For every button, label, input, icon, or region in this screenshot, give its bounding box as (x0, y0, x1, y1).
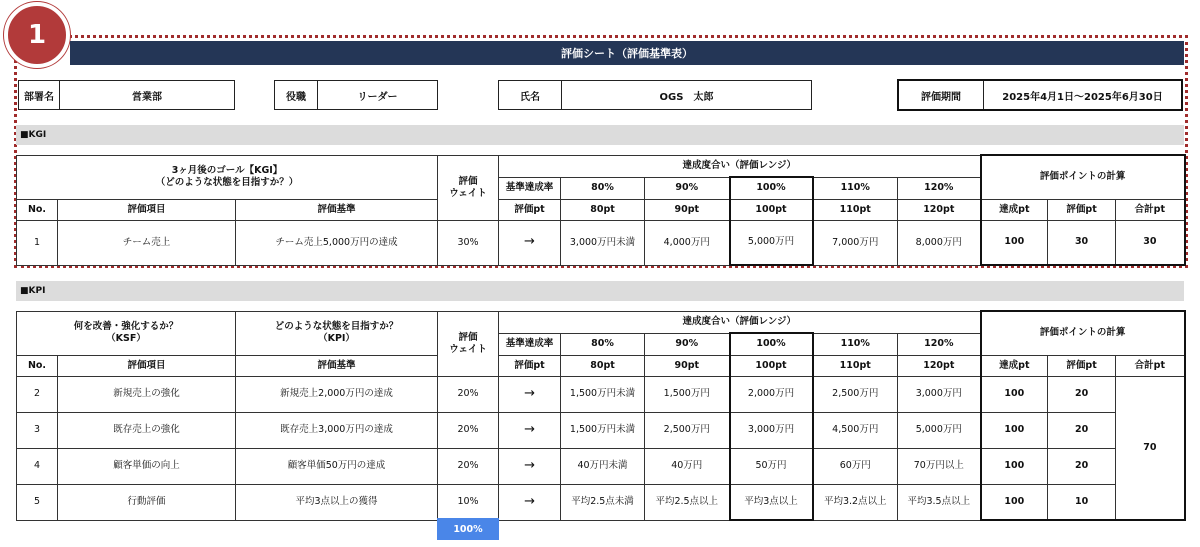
row-achieve-pt: 100 (981, 220, 1048, 265)
row-eval-pt: 30 (1048, 220, 1116, 265)
row-eval-pt: 20 (1048, 412, 1116, 448)
kpi-col-item: 評価項目 (58, 355, 236, 376)
row-item: 行動評価 (58, 484, 236, 520)
kpi-pt-90: 90pt (645, 355, 730, 376)
row-level-80: 3,000万円未満 (561, 220, 645, 265)
row-level-110: 4,500万円 (813, 412, 898, 448)
kpi-kpi-subtitle: （KPI） (318, 333, 355, 344)
kpi-range-header: 達成度合い（評価レンジ） (499, 311, 981, 333)
kgi-col-criteria: 評価基準 (236, 199, 438, 220)
kgi-base-rate-label: 基準達成率 (499, 177, 561, 199)
row-arrow: → (499, 448, 561, 484)
kpi-calc-header: 評価ポイントの計算 (981, 311, 1185, 355)
weight-total-badge: 100% (437, 518, 499, 540)
kpi-table (16, 310, 1186, 521)
row-level-90: 4,000万円 (645, 220, 730, 265)
row-level-90: 40万円 (645, 448, 730, 484)
kgi-pt-80: 80pt (561, 199, 645, 220)
kpi-col-criteria: 評価基準 (236, 355, 438, 376)
row-arrow: → (499, 220, 561, 265)
kpi-rate-90: 90% (645, 333, 730, 355)
row-criteria: 既存売上3,000万円の達成 (236, 412, 438, 448)
row-weight: 10% (438, 484, 499, 520)
kgi-base-pt-label: 評価pt (499, 199, 561, 220)
kpi-pt-120: 120pt (898, 355, 981, 376)
period-label: 評価期間 (899, 81, 984, 109)
row-level-110: 2,500万円 (813, 376, 898, 412)
row-item: 既存売上の強化 (58, 412, 236, 448)
period-box (897, 79, 1183, 111)
kpi-col-eval: 評価pt (1048, 355, 1116, 376)
row-level-100: 2,000万円 (730, 376, 813, 412)
row-level-90: 2,500万円 (645, 412, 730, 448)
row-level-110: 60万円 (813, 448, 898, 484)
kgi-rate-120: 120% (898, 177, 981, 199)
kgi-col-eval: 評価pt (1048, 199, 1116, 220)
row-level-90: 平均2.5点以上 (645, 484, 730, 520)
row-level-100: 平均3点以上 (730, 484, 813, 520)
row-criteria: 平均3点以上の獲得 (236, 484, 438, 520)
row-total-pt: 30 (1116, 220, 1185, 265)
kgi-table (16, 154, 1186, 266)
table-row (17, 484, 1185, 520)
row-level-120: 平均3.5点以上 (898, 484, 981, 520)
role-box (274, 80, 438, 110)
kpi-rate-80: 80% (561, 333, 645, 355)
kpi-pt-100: 100pt (730, 355, 813, 376)
row-level-80: 40万円未満 (561, 448, 645, 484)
kgi-calc-header: 評価ポイントの計算 (981, 155, 1185, 199)
kpi-base-pt-label: 評価pt (499, 355, 561, 376)
kgi-col-no: No. (17, 199, 58, 220)
kgi-col-total: 合計pt (1116, 199, 1185, 220)
name-label: 氏名 (499, 81, 562, 109)
dept-label: 部署名 (19, 81, 60, 109)
kgi-goal-header (17, 155, 438, 199)
row-eval-pt: 20 (1048, 448, 1116, 484)
kgi-rate-90: 90% (645, 177, 730, 199)
kpi-total-pt: 70 (1116, 376, 1185, 520)
kgi-pt-100: 100pt (730, 199, 813, 220)
kpi-rate-100: 100% (730, 333, 813, 355)
kgi-section-label: ■KGI (16, 125, 1184, 145)
period-value: 2025年4月1日〜2025年6月30日 (1002, 91, 1163, 103)
kpi-pt-80: 80pt (561, 355, 645, 376)
row-no: 4 (17, 448, 58, 484)
row-eval-pt: 20 (1048, 376, 1116, 412)
kgi-range-header: 達成度合い（評価レンジ） (499, 155, 981, 177)
row-criteria: 顧客単価50万円の達成 (236, 448, 438, 484)
kgi-rate-80: 80% (561, 177, 645, 199)
row-no: 1 (17, 220, 58, 265)
row-level-120: 70万円以上 (898, 448, 981, 484)
row-achieve-pt: 100 (981, 484, 1048, 520)
row-achieve-pt: 100 (981, 376, 1048, 412)
kpi-rate-110: 110% (813, 333, 898, 355)
role-label: 役職 (275, 81, 318, 109)
row-weight: 20% (438, 376, 499, 412)
kpi-rate-120: 120% (898, 333, 981, 355)
row-achieve-pt: 100 (981, 448, 1048, 484)
row-level-120: 5,000万円 (898, 412, 981, 448)
dept-box (18, 80, 235, 110)
kgi-goal-subtitle: （どのような状態を目指すか？） (155, 177, 299, 188)
kpi-pt-110: 110pt (813, 355, 898, 376)
table-row (17, 412, 1185, 448)
kgi-rate-110: 110% (813, 177, 898, 199)
role-value: リーダー (357, 91, 398, 103)
row-criteria: チーム売上5,000万円の達成 (236, 220, 438, 265)
row-level-90: 1,500万円 (645, 376, 730, 412)
row-eval-pt: 10 (1048, 484, 1116, 520)
kgi-col-achieve: 達成pt (981, 199, 1048, 220)
table-row (17, 376, 1185, 412)
kpi-col-no: No. (17, 355, 58, 376)
row-level-110: 平均3.2点以上 (813, 484, 898, 520)
kpi-weight-header: 評価 ウェイト (438, 311, 499, 376)
row-level-100: 50万円 (730, 448, 813, 484)
row-arrow: → (499, 484, 561, 520)
row-achieve-pt: 100 (981, 412, 1048, 448)
row-weight: 20% (438, 448, 499, 484)
row-item: 顧客単価の向上 (58, 448, 236, 484)
kgi-col-item: 評価項目 (58, 199, 236, 220)
row-criteria: 新規売上2,000万円の達成 (236, 376, 438, 412)
row-no: 5 (17, 484, 58, 520)
kgi-pt-90: 90pt (645, 199, 730, 220)
row-level-120: 3,000万円 (898, 376, 981, 412)
kpi-ksf-title: 何を改善・強化するか？ (73, 321, 179, 333)
kgi-pt-120: 120pt (898, 199, 981, 220)
kpi-kpi-title: どのような状態を目指すか？ (274, 321, 399, 333)
row-level-100: 3,000万円 (730, 412, 813, 448)
row-no: 2 (17, 376, 58, 412)
sheet-title: 評価シート（評価基準表） (70, 41, 1184, 65)
name-box (498, 80, 812, 110)
kgi-rate-100: 100% (730, 177, 813, 199)
kpi-ksf-subtitle: （KSF） (106, 333, 146, 344)
row-level-80: 平均2.5点未満 (561, 484, 645, 520)
row-arrow: → (499, 376, 561, 412)
step-badge: 1 (4, 2, 70, 68)
kgi-weight-header: 評価 ウェイト (438, 155, 499, 220)
row-weight: 30% (438, 220, 499, 265)
row-arrow: → (499, 412, 561, 448)
name-value: OGS 太郎 (659, 91, 714, 103)
row-item: チーム売上 (58, 220, 236, 265)
kgi-goal-title: 3ヶ月後のゴール【KGI】 (171, 165, 283, 177)
table-row (17, 220, 1185, 265)
kgi-pt-110: 110pt (813, 199, 898, 220)
kpi-col-achieve: 達成pt (981, 355, 1048, 376)
row-item: 新規売上の強化 (58, 376, 236, 412)
row-level-80: 1,500万円未満 (561, 376, 645, 412)
row-level-100: 5,000万円 (730, 220, 813, 265)
row-level-110: 7,000万円 (813, 220, 898, 265)
row-level-80: 1,500万円未満 (561, 412, 645, 448)
kpi-section-label: ■KPI (16, 281, 1184, 301)
table-row (17, 448, 1185, 484)
dept-value: 営業部 (132, 91, 162, 103)
kpi-ksf-header (17, 311, 236, 355)
kpi-kpi-header (236, 311, 438, 355)
row-no: 3 (17, 412, 58, 448)
kpi-base-rate-label: 基準達成率 (499, 333, 561, 355)
row-weight: 20% (438, 412, 499, 448)
row-level-120: 8,000万円 (898, 220, 981, 265)
kpi-col-total: 合計pt (1116, 355, 1185, 376)
